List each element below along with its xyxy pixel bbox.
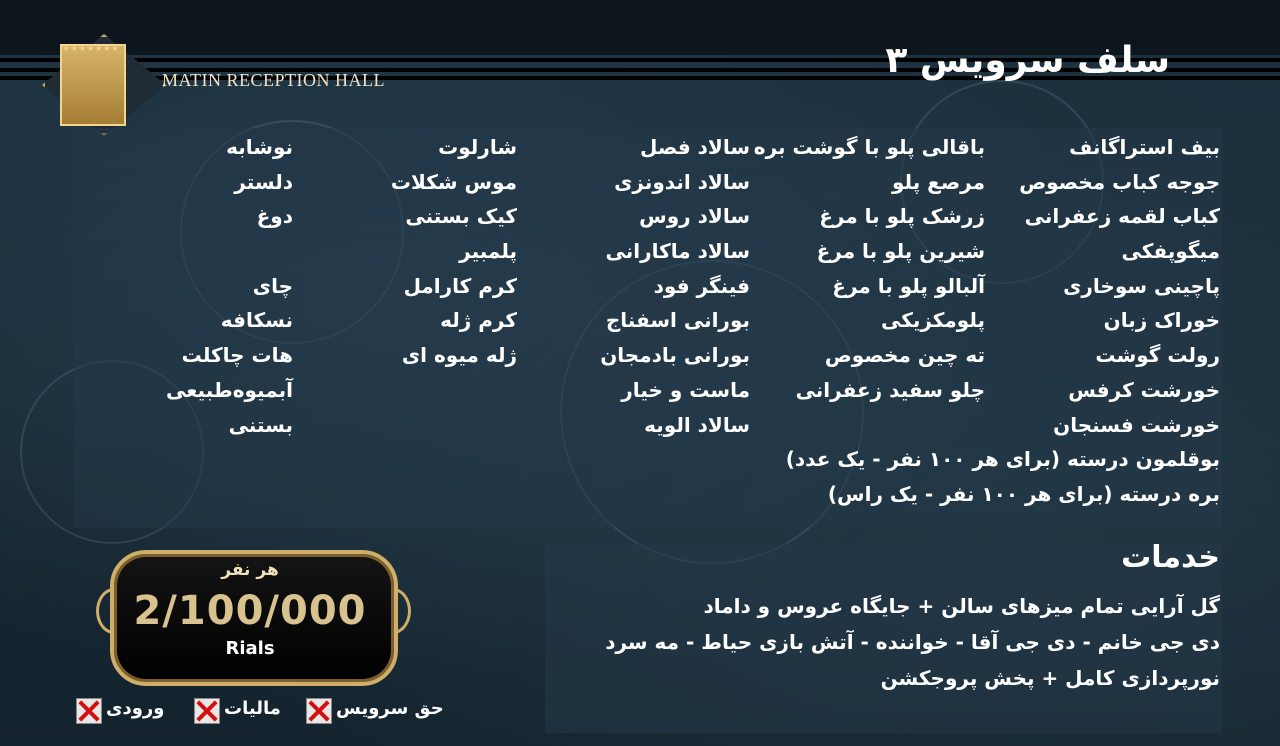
page-title: سلف سرویس ۳ [885,40,1170,81]
menu-item: بستنی [228,412,293,437]
menu-item: خوراک زبان [1103,308,1220,333]
menu-item: دلستر [234,169,293,194]
menu-item: ته چین مخصوص [824,343,985,368]
menu-item: مرصع پلو [892,169,985,194]
menu-item: بره درسته (برای هر ۱۰۰ نفر - یک راس) [827,481,1220,506]
menu-item: میگوپفکی [1121,239,1220,264]
menu-item: کباب لقمه زعفرانی [1024,204,1220,229]
menu-item: بوقلمون درسته (برای هر ۱۰۰ نفر - یک عدد) [785,447,1220,472]
menu-column-drinks [166,130,293,442]
tax-label: مالیات [224,698,281,719]
menu-item: باقالی پلو با گوشت بره [753,135,985,159]
menu-item: کرم ژله [440,308,517,333]
menu-item: موس شکلات [390,169,517,194]
menu-item: کیک بستنی [405,204,517,229]
menu-item: سالاد اندونزی [614,169,750,194]
menu-item: سالاد فصل [640,135,750,159]
menu-item: ژله میوه ای [401,343,517,368]
menu-item: سالاد الویه [644,412,750,437]
menu-item: سالاد روس [639,204,750,229]
brand-name: MATIN RECEPTION HALL [162,70,385,90]
menu-column-desserts [391,130,517,373]
menu-item: بورانی بادمجان [600,343,750,368]
price-currency: Rials [225,638,275,659]
menu-item: نسکافه [220,308,293,333]
menu-item: رولت گوشت [1095,343,1220,368]
entrance-label: ورودی [106,698,165,719]
entrance-x-icon [76,698,102,724]
service-charge-label: حق سرویس [336,698,444,719]
price-amount: 2/100/000 [133,588,367,634]
menu-item: دوغ [256,204,293,229]
menu-item: فینگر فود [653,273,750,298]
menu-item: پلمبیر [459,239,517,264]
menu-item: خورشت کرفس [1068,377,1220,402]
menu-item: بیف استراگانف [1069,135,1220,159]
services-line: نورپردازی کامل + پخش پروجکشن [880,666,1220,690]
services-line: گل آرایی تمام میزهای سالن + جایگاه عروس و داماد [703,594,1220,618]
menu-item: آلبالو پلو با مرغ [832,273,985,298]
menu-item: زرشک پلو با مرغ [819,204,985,229]
menu-item [166,234,293,269]
menu-item: خورشت فسنجان [1053,412,1220,437]
tax-x-icon [194,698,220,724]
menu-item: سالاد ماکارانی [605,239,750,264]
menu-item: شیرین پلو با مرغ [816,239,985,264]
services-line: دی جی خانم - دی جی آقا - خواننده - آتش بازی حیاط - مه سرد [605,630,1220,654]
menu-item: چای [252,273,293,298]
menu-item: ماست و خیار [621,377,750,402]
service-charge-x-icon [306,698,332,724]
logo-building-icon [60,44,126,126]
menu-item: چلو سفید زعفرانی [795,377,985,402]
menu-item: بورانی اسفناج [605,308,750,333]
price-per-person-label: هر نفر [221,560,279,580]
menu-column-salads [600,130,750,442]
menu-item: جوجه کباب مخصوص [1019,169,1220,194]
menu-item: پاچینی سوخاری [1063,273,1220,298]
menu-item: پلومکزیکی [880,308,985,333]
menu-item: کرم کارامل [403,273,517,298]
menu-item: هات چاکلت [181,343,293,368]
logo-stars: ★★★★★★★ [62,44,120,53]
menu-item: آبمیوه‌طبیعی [166,377,293,402]
menu-column-rice-dishes [754,130,985,408]
services-title: خدمات [1121,540,1220,575]
menu-item: نوشابه [226,135,293,159]
menu-item: شارلوت [438,135,517,159]
